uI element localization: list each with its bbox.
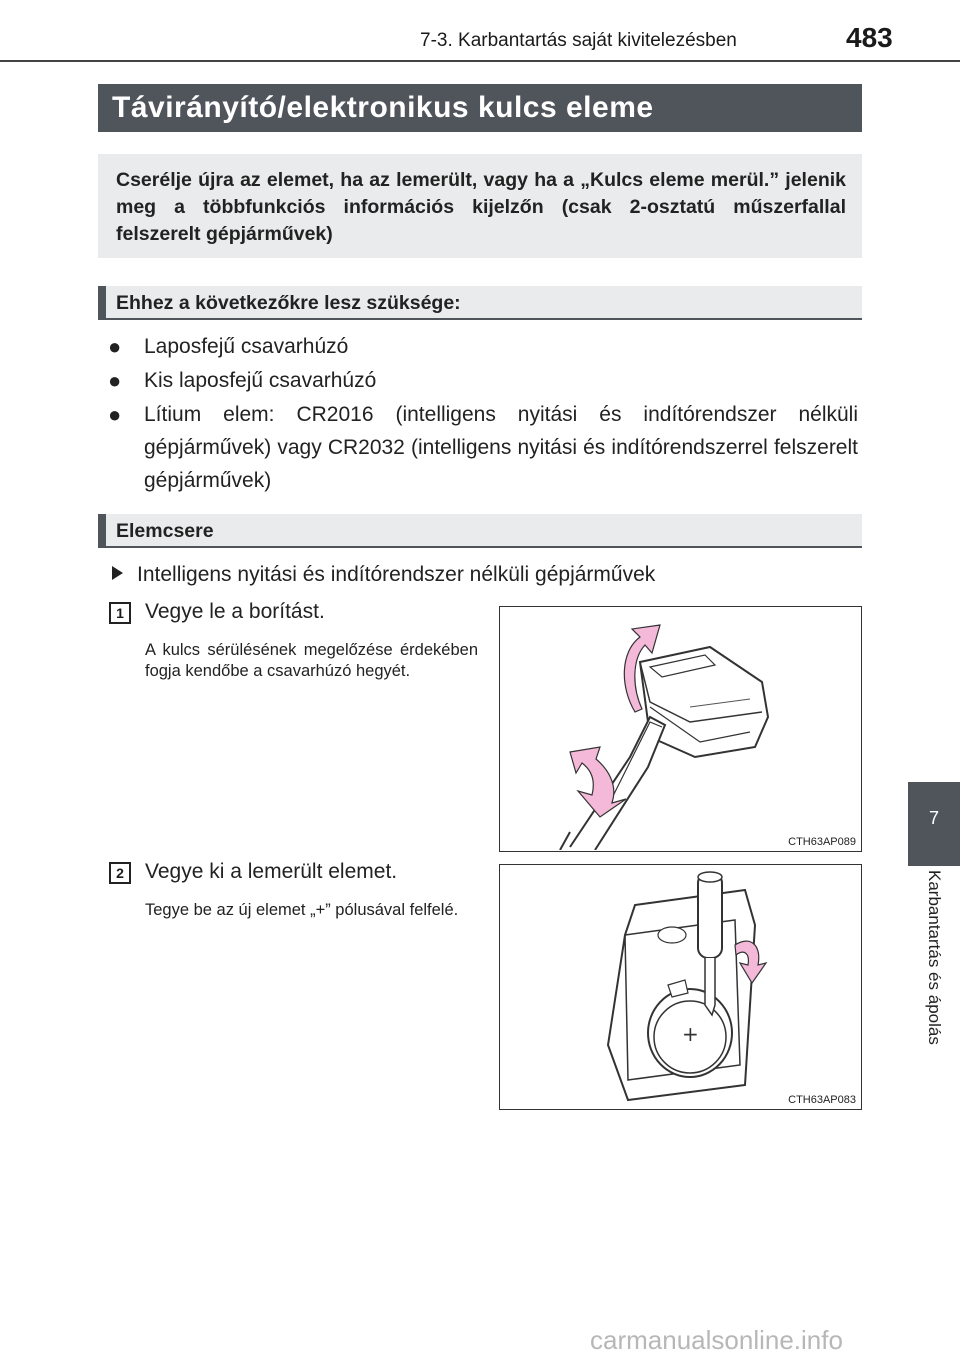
bullet-icon: ●	[108, 334, 122, 359]
replacement-heading: Elemcsere	[98, 514, 862, 548]
list-item	[108, 330, 858, 363]
step-number: 1	[109, 602, 131, 624]
intro-text: Cserélje újra az elemet, ha az lemerült, vagy ha a „Kulcs eleme merül.” jelenik meg a többfunkciós információs kijelzőn (csak 2-osztatú műszerfallal felszerelt gépjárművek)	[116, 169, 846, 245]
needs-heading: Ehhez a következőkre lesz szüksége:	[98, 286, 862, 320]
header-rule	[0, 60, 960, 62]
case-label	[112, 560, 655, 590]
chapter-label: Karbantartás és ápolás	[925, 870, 944, 1045]
figure-remove-battery	[499, 864, 862, 1110]
bullet-icon: ●	[108, 368, 122, 393]
list-item	[108, 398, 858, 497]
svg-text:+: +	[682, 1022, 699, 1046]
battery-illustration	[500, 865, 860, 1108]
page-title: Távirányító/elektronikus kulcs eleme	[98, 84, 862, 132]
page-number: 483	[846, 22, 893, 53]
list-item-text: Laposfejű csavarhúzó	[144, 335, 349, 358]
figure-code: CTH63AP083	[788, 1094, 856, 1106]
list-item-text: Lítium elem: CR2016 (intelligens nyitási és indítórendszer nélküli gépjárművek) vagy CR2032 (intelligens nyitási és indítórendszerrel felszerelt gépjárművek)	[144, 403, 858, 492]
step-note: Tegye be az új elemet „+” pólusával felfelé.	[145, 901, 459, 919]
watermark: carmanualsonline.info	[590, 1325, 843, 1355]
key-cover-illustration	[500, 607, 860, 850]
case-text: Intelligens nyitási és indítórendszer nélküli gépjárművek	[137, 563, 656, 586]
arrow-right-icon	[112, 566, 123, 580]
list-item-text: Kis laposfejű csavarhúzó	[144, 369, 377, 392]
chapter-tab[interactable]: 7	[908, 782, 960, 866]
list-item	[108, 364, 858, 397]
step-title: Vegye le a borítást.	[145, 600, 325, 623]
figure-remove-cover	[499, 606, 862, 852]
figure-code: CTH63AP089	[788, 836, 856, 848]
section-title: 7-3. Karbantartás saját kivitelezésben	[420, 30, 737, 51]
step-number: 2	[109, 862, 131, 884]
bullet-icon: ●	[108, 402, 122, 427]
step-note: A kulcs sérülésének megelőzése érdekében fogja kendőbe a csavarhúzó hegyét.	[145, 641, 478, 680]
intro-box	[98, 154, 862, 258]
step-title: Vegye ki a lemerült elemet.	[145, 860, 398, 883]
